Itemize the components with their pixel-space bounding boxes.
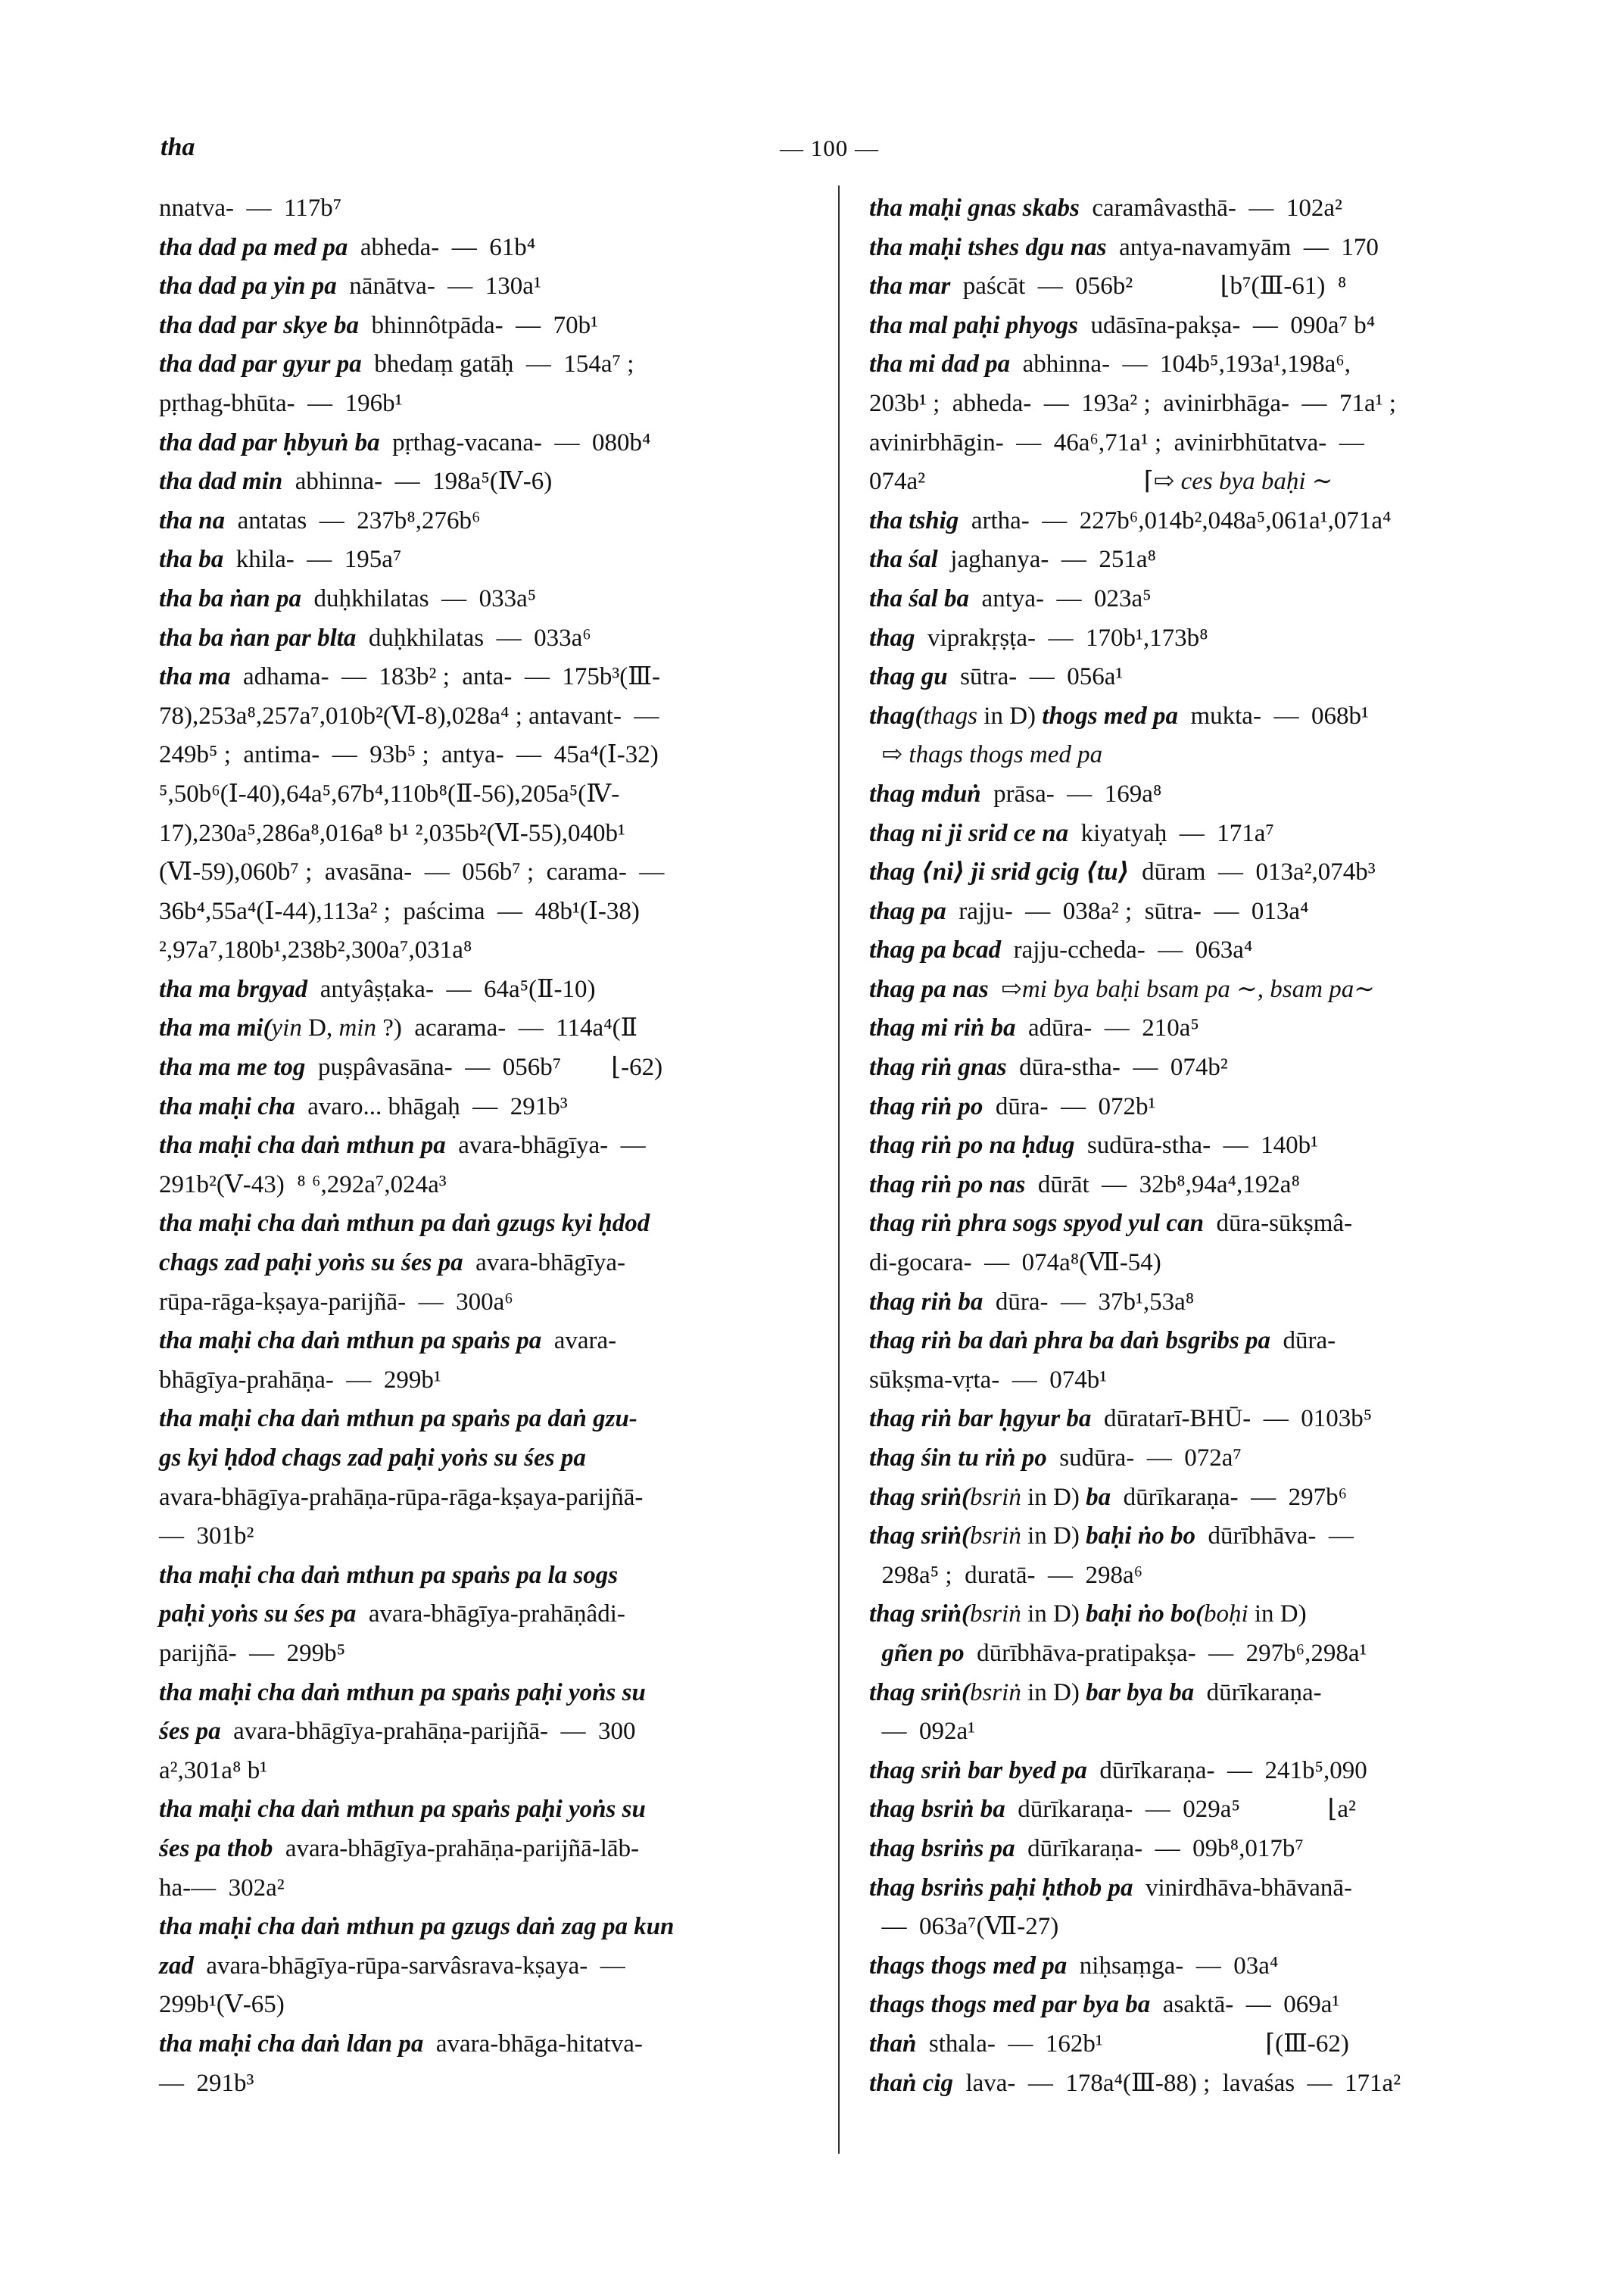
tibetan-term: gs kyi ḥdod chags zad paḥi yoṅs su śes pa [159, 1444, 586, 1472]
tibetan-term: thag sriṅ bar byed pa [869, 1756, 1087, 1784]
entry-line [159, 1947, 809, 1986]
entry-line [869, 1009, 1498, 1048]
entry-line [159, 1634, 809, 1674]
sanskrit-reference: abheda- — 61b⁴ [348, 233, 536, 261]
sanskrit-reference: asaktā- — 069a¹ [1150, 1991, 1340, 2019]
entry-line [869, 1283, 1498, 1323]
tibetan-term: tha maḥi gnas skabs [869, 195, 1080, 222]
tibetan-term: ba [1086, 1483, 1111, 1511]
entry-line [869, 815, 1498, 854]
tibetan-term: zad [159, 1952, 194, 1980]
sanskrit-reference: vinirdhāva-bhāvanā- [1133, 1874, 1353, 1902]
entry-line [159, 736, 809, 775]
entry-line [159, 541, 809, 580]
entry-line [869, 658, 1498, 697]
sanskrit-reference: viprakṛṣṭa- — 170b¹,173b⁸ [915, 624, 1208, 652]
tibetan-term: tha maḥi cha daṅ mthun pa daṅ gzugs kyi ḥdod [159, 1210, 650, 1238]
entry-line [159, 1048, 809, 1088]
tibetan-term: thag pa bcad [869, 936, 1002, 964]
entry-line [159, 424, 809, 463]
tibetan-term: śes pa thob [159, 1834, 273, 1862]
sanskrit-reference: niḥsaṃga- — 03a⁴ [1067, 1952, 1279, 1980]
tibetan-term: thag sriṅ( [869, 1600, 970, 1628]
tibetan-term: thogs med pa [1042, 702, 1178, 730]
entry-line [869, 775, 1498, 815]
sanskrit-reference: antya-navamyām — 170 [1106, 233, 1379, 261]
sanskrit-reference: dūra- [1270, 1327, 1336, 1355]
sanskrit-reference: jaghanya- — 251a⁸ [937, 546, 1157, 574]
entry-line [869, 1400, 1498, 1439]
tibetan-term: thag sriṅ( [869, 1678, 970, 1706]
sanskrit-reference: bhāgīya-prahāṇa- — 299b¹ [159, 1366, 441, 1394]
sanskrit-reference: in D) [1021, 1678, 1086, 1706]
sanskrit-reference: caramâvasthā- — 102a² [1079, 195, 1342, 222]
sanskrit-reference: pṛthag-bhūta- — 196b¹ [159, 389, 403, 417]
entry-line [869, 1752, 1498, 1791]
tibetan-term: thag mi riṅ ba [869, 1014, 1016, 1042]
sanskrit-reference: — 301b² [159, 1522, 254, 1550]
entry-line [159, 697, 809, 737]
sanskrit-reference: 249b⁵ ; antima- — 93b⁵ ; antya- — 45a⁴(Ⅰ-32) [159, 741, 659, 769]
tibetan-term: thags thogs med par bya ba [869, 1991, 1151, 2019]
tibetan-term: thag bsriṅs paḥi ḥthob pa [869, 1874, 1133, 1902]
tibetan-term: thag riṅ ba [869, 1288, 983, 1316]
tibetan-term: thag riṅ ba daṅ phra ba daṅ bsgribs pa [869, 1327, 1270, 1355]
entry-line [159, 1439, 809, 1478]
entry-line [159, 1790, 809, 1830]
sanskrit-reference: lava- — 178a⁴(Ⅲ-88) ; lavaśas — 171a² [952, 2069, 1401, 2097]
entry-line [159, 463, 809, 502]
sanskrit-reference: avara-bhāgīya-prahāṇa-parijñā-lāb- [273, 1834, 640, 1862]
entry-line [159, 385, 809, 424]
entry-line [869, 463, 1498, 502]
entry-line [159, 1322, 809, 1361]
sanskrit-reference: avinirbhāgin- — 46a⁶,71a¹ ; avinirbhūtatva- — [869, 428, 1364, 456]
italic-note: ces bya baḥi ∼ [1180, 468, 1333, 496]
entry-line [869, 893, 1498, 932]
entry-line [159, 1517, 809, 1556]
sanskrit-reference: dūrīkaraṇa- [1194, 1678, 1322, 1706]
entry-line [869, 1322, 1498, 1361]
sanskrit-reference: avara-bhāgīya- [463, 1249, 625, 1277]
entry-line [869, 970, 1498, 1010]
entry-line [869, 1478, 1498, 1518]
entry-line [159, 1595, 809, 1634]
tibetan-term: tha na [159, 506, 226, 534]
entry-line [159, 775, 809, 815]
entry-line [159, 502, 809, 541]
tibetan-term: tha dad pa yin pa [159, 273, 337, 301]
sanskrit-reference: bhinnôtpāda- — 70b¹ [359, 311, 599, 339]
entry-line [159, 2064, 809, 2104]
sanskrit-reference: parijñā- — 299b⁵ [159, 1639, 346, 1667]
sanskrit-reference: dūrāt — 32b⁸,94a⁴,192a⁸ [1025, 1170, 1300, 1198]
sanskrit-reference: ⇨ [869, 741, 909, 769]
sanskrit-reference: dūratarī-BHŪ- — 0103b⁵ [1091, 1405, 1373, 1433]
tibetan-term: tha ma brgyad [159, 975, 308, 1003]
tibetan-term: thag riṅ po na ḥdug [869, 1132, 1075, 1160]
entry-line [159, 267, 809, 307]
tibetan-term: thag mduṅ [869, 780, 981, 808]
sanskrit-reference: rajju- — 038a² ; sūtra- — 013a⁴ [946, 897, 1309, 925]
tibetan-term: thag bsriṅ ba [869, 1796, 1005, 1824]
sanskrit-reference: avara-bhāgīya-prahāṇâdi- [356, 1600, 625, 1628]
tibetan-term: tha ma [159, 663, 231, 691]
sanskrit-reference: — 291b³ [159, 2069, 254, 2097]
header-word: tha [161, 133, 195, 161]
sanskrit-reference: in D) [1021, 1522, 1086, 1550]
sanskrit-reference: khila- — 195a⁷ [223, 546, 402, 574]
tibetan-term: tha ma me tog [159, 1054, 306, 1082]
tibetan-term: tha ba ṅan par blta [159, 624, 357, 652]
sanskrit-reference: dūra- — 37b¹,53a⁸ [983, 1288, 1195, 1316]
sanskrit-reference: di-gocara- — 074a⁸(Ⅶ-54) [869, 1249, 1161, 1277]
sanskrit-reference: dūrīkaraṇa- — 241b⁵,090 [1086, 1756, 1367, 1784]
entry-line [869, 307, 1498, 346]
italic-note: bsriṅ [969, 1522, 1021, 1550]
left-column [159, 189, 809, 2103]
tibetan-term: baḥi ṅo bo [1086, 1522, 1195, 1550]
sanskrit-reference: ha-— 302a² [159, 1874, 285, 1902]
tibetan-term: thag sriṅ( [869, 1483, 970, 1511]
sanskrit-reference: antyâṣṭaka- — 64a⁵(Ⅱ-10) [307, 975, 596, 1003]
sanskrit-reference: ⇨ [988, 975, 1022, 1003]
sanskrit-reference: avara-bhāgīya-rūpa-sarvâsrava-kṣaya- — [193, 1952, 625, 1980]
entry-line [159, 1556, 809, 1596]
sanskrit-reference: antya- — 023a⁵ [969, 584, 1152, 612]
entry-line [159, 658, 809, 697]
entry-line [159, 1283, 809, 1323]
sanskrit-reference: dūram — 013a²,074b³ [1129, 858, 1376, 886]
tibetan-term: thag ni ji srid ce na [869, 819, 1069, 847]
sanskrit-reference: 203b¹ ; abheda- — 193a² ; avinirbhāga- — 71a¹ ; [869, 389, 1396, 417]
sanskrit-reference: 074a² ⌈⇨ [869, 468, 1181, 496]
sanskrit-reference: avaro... bhāgaḥ — 291b³ [295, 1092, 568, 1120]
italic-note: mi bya baḥi bsam pa ∼, bsam pa∼ [1021, 975, 1375, 1003]
entry-line [159, 1204, 809, 1244]
sanskrit-reference: — 063a⁷(Ⅶ-27) [869, 1913, 1059, 1941]
entry-line [159, 619, 809, 659]
entry-line [159, 970, 809, 1010]
entry-line [159, 1908, 809, 1947]
entry-line [869, 1947, 1498, 1986]
entry-line [869, 1166, 1498, 1205]
entry-line [869, 1517, 1498, 1556]
entry-line [159, 229, 809, 268]
tibetan-term: thaṅ [869, 2030, 917, 2058]
sanskrit-reference: dūra- — 072b¹ [983, 1092, 1156, 1120]
entry-line [159, 1166, 809, 1205]
entry-line [159, 1712, 809, 1752]
tibetan-term: thag riṅ bar ḥgyur ba [869, 1405, 1092, 1433]
sanskrit-reference: adhama- — 183b² ; anta- — 175b³(Ⅲ- [230, 663, 661, 691]
entry-line [159, 893, 809, 932]
entry-line [159, 815, 809, 854]
entry-line [869, 580, 1498, 619]
sanskrit-reference: (Ⅵ-59),060b⁷ ; avasāna- — 056b⁷ ; carama- — [159, 858, 665, 886]
entry-line [159, 1009, 809, 1048]
sanskrit-reference: 78),253a⁸,257a⁷,010b²(Ⅵ-8),028a⁴ ; antavant- — [159, 702, 659, 730]
sanskrit-reference: artha- — 227b⁶,014b²,048a⁵,061a¹,071a⁴ [959, 506, 1392, 534]
tibetan-term: baḥi ṅo bo( [1086, 1600, 1204, 1628]
sanskrit-reference: dūrīkaraṇa- — 297b⁶ [1111, 1483, 1348, 1511]
entry-line [869, 1986, 1498, 2025]
entry-line [869, 267, 1498, 307]
entry-line [869, 1126, 1498, 1166]
sanskrit-reference: mukta- — 068b¹ [1177, 702, 1369, 730]
tibetan-term: thag riṅ po [869, 1092, 983, 1120]
sanskrit-reference: dūrībhāva- — [1195, 1522, 1354, 1550]
entry-line [869, 1556, 1498, 1596]
entry-line [159, 931, 809, 970]
tibetan-term: śes pa [159, 1718, 221, 1746]
tibetan-term: thag [869, 624, 915, 652]
sanskrit-reference: avara- [541, 1327, 617, 1355]
entry-line [159, 307, 809, 346]
entry-line [869, 385, 1498, 424]
sanskrit-reference: bhedaṃ gatāḥ — 154a⁷ ; [361, 350, 634, 379]
entry-line [159, 189, 809, 229]
tibetan-term: thag riṅ po nas [869, 1170, 1026, 1198]
tibetan-term: thag ⟨ni⟩ ji srid gcig ⟨tu⟩ [869, 858, 1130, 886]
tibetan-term: tha maḥi cha daṅ mthun pa spaṅs paḥi yoṅs su [159, 1678, 646, 1706]
sanskrit-reference: udāsīna-pakṣa- — 090a⁷ b⁴ [1077, 311, 1376, 339]
column-divider [838, 185, 840, 2154]
tibetan-term: gñen po [869, 1639, 965, 1667]
sanskrit-reference: dūra-stha- — 074b² [1006, 1054, 1228, 1082]
tibetan-term: tha dad par skye ba [159, 311, 359, 339]
entry-line [159, 2025, 809, 2064]
tibetan-term: tha maḥi cha daṅ mthun pa spaṅs pa daṅ gzu- [159, 1405, 637, 1433]
sanskrit-reference: nānātva- — 130a¹ [336, 273, 541, 301]
entry-line [159, 1361, 809, 1400]
tibetan-term: tha dad par ḥbyuṅ ba [159, 428, 380, 456]
tibetan-term: thag( [869, 702, 924, 730]
sanskrit-reference: rajju-ccheda- — 063a⁴ [1001, 936, 1253, 964]
page-number: — 100 — [780, 135, 879, 161]
sanskrit-reference: adūra- — 210a⁵ [1015, 1014, 1199, 1042]
entry-line [869, 1634, 1498, 1674]
tibetan-term: tha maḥi cha [159, 1092, 295, 1120]
sanskrit-reference: 298a⁵ ; duratā- — 298a⁶ [869, 1561, 1143, 1589]
sanskrit-reference: in D) [1021, 1483, 1086, 1511]
italic-note: bsriṅ [969, 1483, 1021, 1511]
entry-line [159, 1088, 809, 1127]
sanskrit-reference: avara-bhāgīya-prahāṇa-parijñā- — 300 [220, 1718, 636, 1746]
tibetan-term: thag pa nas [869, 975, 989, 1003]
tibetan-term: thag śin tu riṅ po [869, 1444, 1047, 1472]
tibetan-term: thag riṅ phra sogs spyod yul can [869, 1210, 1204, 1238]
tibetan-term: tha dad min [159, 468, 283, 496]
sanskrit-reference: avara-bhāgīya- — [445, 1132, 646, 1160]
sanskrit-reference: dūra-sūkṣmâ- [1203, 1210, 1353, 1238]
italic-note: yin [271, 1014, 302, 1042]
tibetan-term: chags zad paḥi yoṅs su śes pa [159, 1249, 463, 1277]
entry-line [869, 502, 1498, 541]
tibetan-term: tha śal [869, 546, 938, 574]
tibetan-term: tha dad par gyur pa [159, 350, 362, 379]
italic-note: bsriṅ [969, 1600, 1021, 1628]
entry-line [869, 2025, 1498, 2064]
tibetan-term: tha dad pa med pa [159, 233, 348, 261]
sanskrit-reference: puṣpâvasāna- — 056b⁷ ⌊-62) [305, 1054, 663, 1082]
entry-line [159, 1986, 809, 2025]
tibetan-term: tha ba [159, 546, 224, 574]
tibetan-term: tha ba ṅan pa [159, 584, 301, 612]
sanskrit-reference: kiyatyaḥ — 171a⁷ [1068, 819, 1274, 847]
entry-line [159, 580, 809, 619]
italic-note: thags [923, 702, 978, 730]
entry-line [869, 853, 1498, 893]
tibetan-term: tha maḥi cha daṅ ldan pa [159, 2030, 424, 2058]
sanskrit-reference: in D) [977, 702, 1043, 730]
entry-line [869, 1204, 1498, 1244]
sanskrit-reference: 291b²(Ⅴ-43) ⁸ ⁶,292a⁷,024a³ [159, 1170, 447, 1198]
sanskrit-reference: dūrīkaraṇa- — 029a⁵ ⌊a² [1005, 1796, 1356, 1824]
sanskrit-reference: — 092a¹ [869, 1718, 976, 1746]
sanskrit-reference: abhinna- — 198a⁵(Ⅳ-6) [282, 468, 553, 496]
entry-line [159, 1244, 809, 1283]
entry-line [159, 345, 809, 385]
tibetan-term: thag riṅ gnas [869, 1054, 1007, 1082]
sanskrit-reference: sthala- — 162b¹ ⌈(Ⅲ-62) [916, 2030, 1349, 2058]
entry-line [869, 697, 1498, 737]
tibetan-term: tha mi dad pa [869, 350, 1011, 379]
tibetan-term: thaṅ cig [869, 2069, 953, 2097]
entry-line [869, 1674, 1498, 1713]
sanskrit-reference: rūpa-rāga-kṣaya-parijñā- — 300a⁶ [159, 1288, 513, 1316]
right-column [869, 189, 1498, 2103]
entry-line [869, 1048, 1498, 1088]
sanskrit-reference: duḥkhilatas — 033a⁵ [301, 584, 537, 612]
entry-line [869, 1830, 1498, 1869]
italic-note: thags thogs med pa [909, 741, 1103, 769]
entry-line [159, 1478, 809, 1518]
entry-line [159, 1869, 809, 1908]
sanskrit-reference: ²,97a⁷,180b¹,238b²,300a⁷,031a⁸ [159, 936, 472, 964]
italic-note: boḥi [1203, 1600, 1248, 1628]
tibetan-term: tha maḥi cha daṅ mthun pa spaṅs paḥi yoṅs su [159, 1796, 646, 1824]
entry-line [159, 853, 809, 893]
entry-line [869, 424, 1498, 463]
sanskrit-reference: sudūra- — 072a⁷ [1046, 1444, 1242, 1472]
tibetan-term: tha tshig [869, 506, 959, 534]
entry-line [869, 1361, 1498, 1400]
entry-line [159, 1400, 809, 1439]
tibetan-term: tha maḥi cha daṅ mthun pa spaṅs pa la sogs [159, 1561, 619, 1589]
entry-line [869, 1439, 1498, 1478]
sanskrit-reference: D, [301, 1014, 339, 1042]
tibetan-term: thags thogs med pa [869, 1952, 1068, 1980]
tibetan-term: paḥi yoṅs su śes pa [159, 1600, 357, 1628]
entry-line [869, 1908, 1498, 1947]
tibetan-term: tha maḥi cha daṅ mthun pa gzugs daṅ zag pa kun [159, 1913, 675, 1941]
tibetan-term: tha maḥi tshes dgu nas [869, 233, 1107, 261]
tibetan-term: thag bsriṅs pa [869, 1834, 1015, 1862]
sanskrit-reference: dūrībhāva-pratipakṣa- — 297b⁶,298a¹ [964, 1639, 1367, 1667]
sanskrit-reference: paścāt — 056b² ⌊b⁷(Ⅲ-61) ⁸ [950, 273, 1347, 301]
tibetan-term: tha mar [869, 273, 951, 301]
sanskrit-reference: 299b¹(Ⅴ-65) [159, 1991, 285, 2019]
tibetan-term: thag sriṅ( [869, 1522, 970, 1550]
tibetan-term: tha maḥi cha daṅ mthun pa spaṅs pa [159, 1327, 542, 1355]
tibetan-term: thag gu [869, 663, 948, 691]
entry-line [159, 1126, 809, 1166]
tibetan-term: tha mal paḥi phyogs [869, 311, 1078, 339]
tibetan-term: tha ma mi( [159, 1014, 272, 1042]
tibetan-term: tha śal ba [869, 584, 970, 612]
sanskrit-reference: prāsa- — 169a⁸ [980, 780, 1162, 808]
sanskrit-reference: sudūra-stha- — 140b¹ [1074, 1132, 1318, 1160]
sanskrit-reference: pṛthag-vacana- — 080b⁴ [379, 428, 651, 456]
entry-line [869, 1244, 1498, 1283]
sanskrit-reference: ⁵,50b⁶(Ⅰ-40),64a⁵,67b⁴,110b⁸(Ⅱ-56),205a⁵(Ⅳ- [159, 780, 620, 808]
sanskrit-reference: a²,301a⁸ b¹ [159, 1756, 268, 1784]
entry-line [869, 1790, 1498, 1830]
sanskrit-reference: abhinna- — 104b⁵,193a¹,198a⁶, [1010, 350, 1351, 379]
entry-line [869, 1088, 1498, 1127]
entry-line [869, 189, 1498, 229]
entry-line [159, 1830, 809, 1869]
entry-line [869, 229, 1498, 268]
entry-line [159, 1674, 809, 1713]
sanskrit-reference: nnatva- — 117b⁷ [159, 195, 342, 222]
sanskrit-reference: avara-bhāgīya-prahāṇa-rūpa-rāga-kṣaya-parijñā- [159, 1483, 644, 1511]
sanskrit-reference: duḥkhilatas — 033a⁶ [356, 624, 591, 652]
sanskrit-reference: sūkṣma-vṛta- — 074b¹ [869, 1366, 1108, 1394]
tibetan-term: bar bya ba [1086, 1678, 1195, 1706]
sanskrit-reference: 17),230a⁵,286a⁸,016a⁸ b¹ ²,035b²(Ⅵ-55),040b¹ [159, 819, 625, 847]
italic-note: min [338, 1014, 376, 1042]
entry-line [869, 1595, 1498, 1634]
sanskrit-reference: dūrīkaraṇa- — 09b⁸,017b⁷ [1015, 1834, 1304, 1862]
entry-line [869, 1869, 1498, 1908]
sanskrit-reference: sūtra- — 056a¹ [947, 663, 1124, 691]
entry-line [869, 619, 1498, 659]
tibetan-term: thag pa [869, 897, 946, 925]
entry-line [869, 736, 1498, 775]
italic-note: bsriṅ [969, 1678, 1021, 1706]
tibetan-term: tha maḥi cha daṅ mthun pa [159, 1132, 446, 1160]
sanskrit-reference: antatas — 237b⁸,276b⁶ [225, 506, 481, 534]
sanskrit-reference: in D) [1021, 1600, 1086, 1628]
sanskrit-reference: in D) [1248, 1600, 1307, 1628]
entry-line [869, 541, 1498, 580]
sanskrit-reference: avara-bhāga-hitatva- [423, 2030, 643, 2058]
entry-line [869, 345, 1498, 385]
entry-line [159, 1752, 809, 1791]
sanskrit-reference: 36b⁴,55a⁴(Ⅰ-44),113a² ; paścima — 48b¹(Ⅰ-38) [159, 897, 640, 925]
entry-line [869, 2064, 1498, 2104]
entry-line [869, 1712, 1498, 1752]
entry-line [869, 931, 1498, 970]
sanskrit-reference: ?) acarama- — 114a⁴(Ⅱ [376, 1014, 638, 1042]
